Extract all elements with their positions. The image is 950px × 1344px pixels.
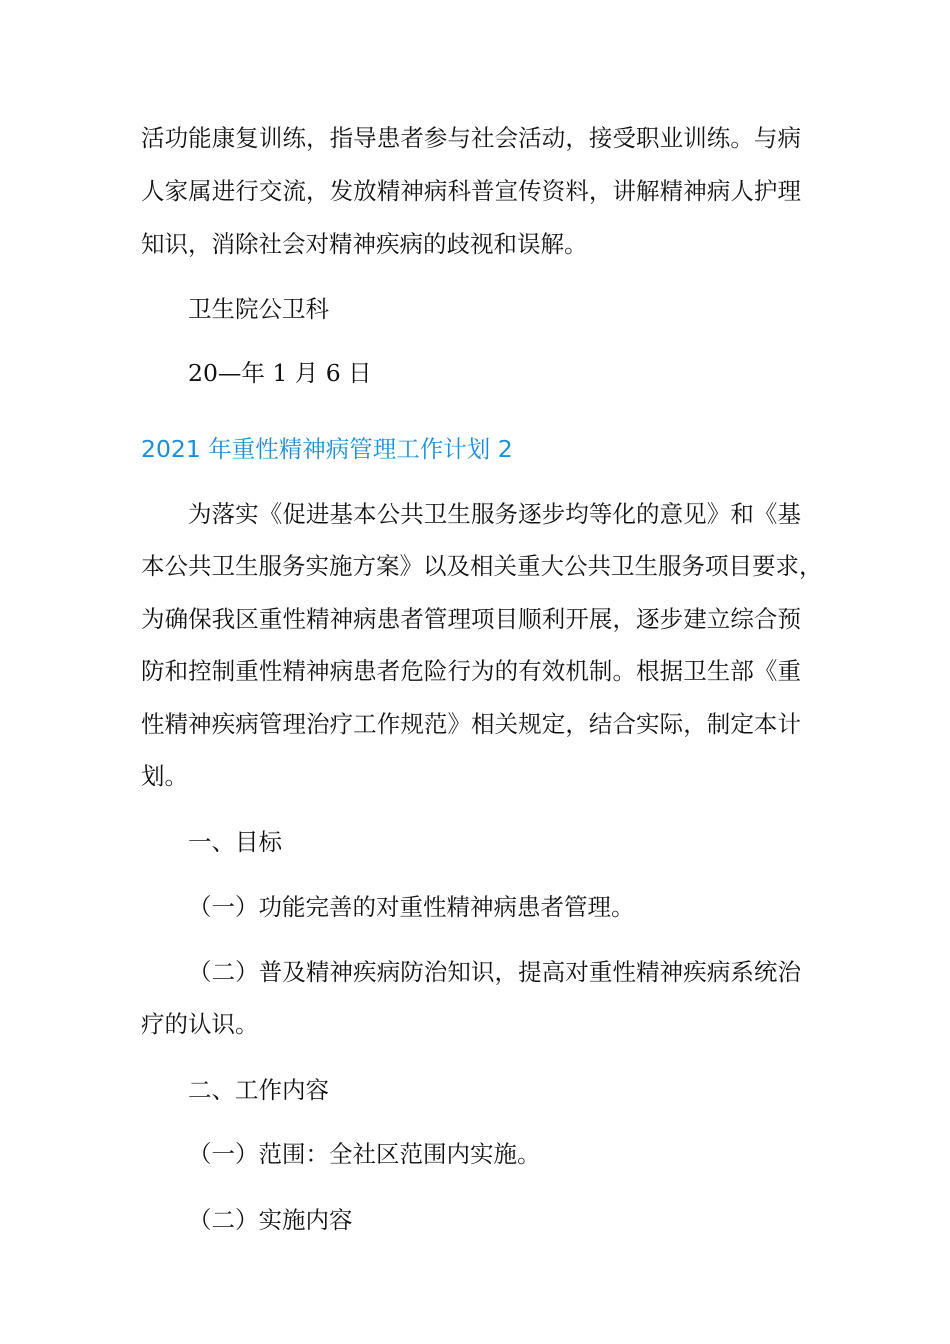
para1-line-4: 防和控制重性精神病患者危险行为的有效机制。根据卫生部《重	[141, 657, 801, 685]
section-1-title: 一、目标	[188, 828, 282, 856]
content-2: （二）实施内容	[188, 1206, 353, 1234]
para1-line-5: 性精神疾病管理治疗工作规范》相关规定，结合实际，制定本计	[141, 710, 801, 738]
intro-line-2: 人家属进行交流，发放精神病科普宣传资料，讲解精神病人护理	[141, 177, 801, 205]
goal-2-line-1: （二）普及精神疾病防治知识，提高对重性精神疾病系统治	[188, 958, 801, 986]
para1-line-2: 本公共卫生服务实施方案》以及相关重大公共卫生服务项目要求，	[141, 552, 823, 580]
goal-1: （一）功能完善的对重性精神病患者管理。	[188, 893, 635, 921]
signature: 卫生院公卫科	[188, 295, 329, 323]
section-heading: 2021 年重性精神病管理工作计划 2	[141, 435, 513, 463]
intro-line-3: 知识，消除社会对精神疾病的歧视和误解。	[141, 230, 588, 258]
content-1: （一）范围：全社区范围内实施。	[188, 1140, 541, 1168]
para1-line-3: 为确保我区重性精神病患者管理项目顺利开展，逐步建立综合预	[141, 605, 801, 633]
section-2-title: 二、工作内容	[188, 1076, 329, 1104]
intro-line-1: 活功能康复训练，指导患者参与社会活动，接受职业训练。与病	[141, 124, 801, 152]
goal-2-line-2: 疗的认识。	[141, 1010, 259, 1038]
para1-line-6: 划。	[141, 762, 188, 790]
para1-line-1: 为落实《促进基本公共卫生服务逐步均等化的意见》和《基	[188, 500, 801, 528]
date: 20—年 1 月 6 日	[188, 359, 372, 387]
